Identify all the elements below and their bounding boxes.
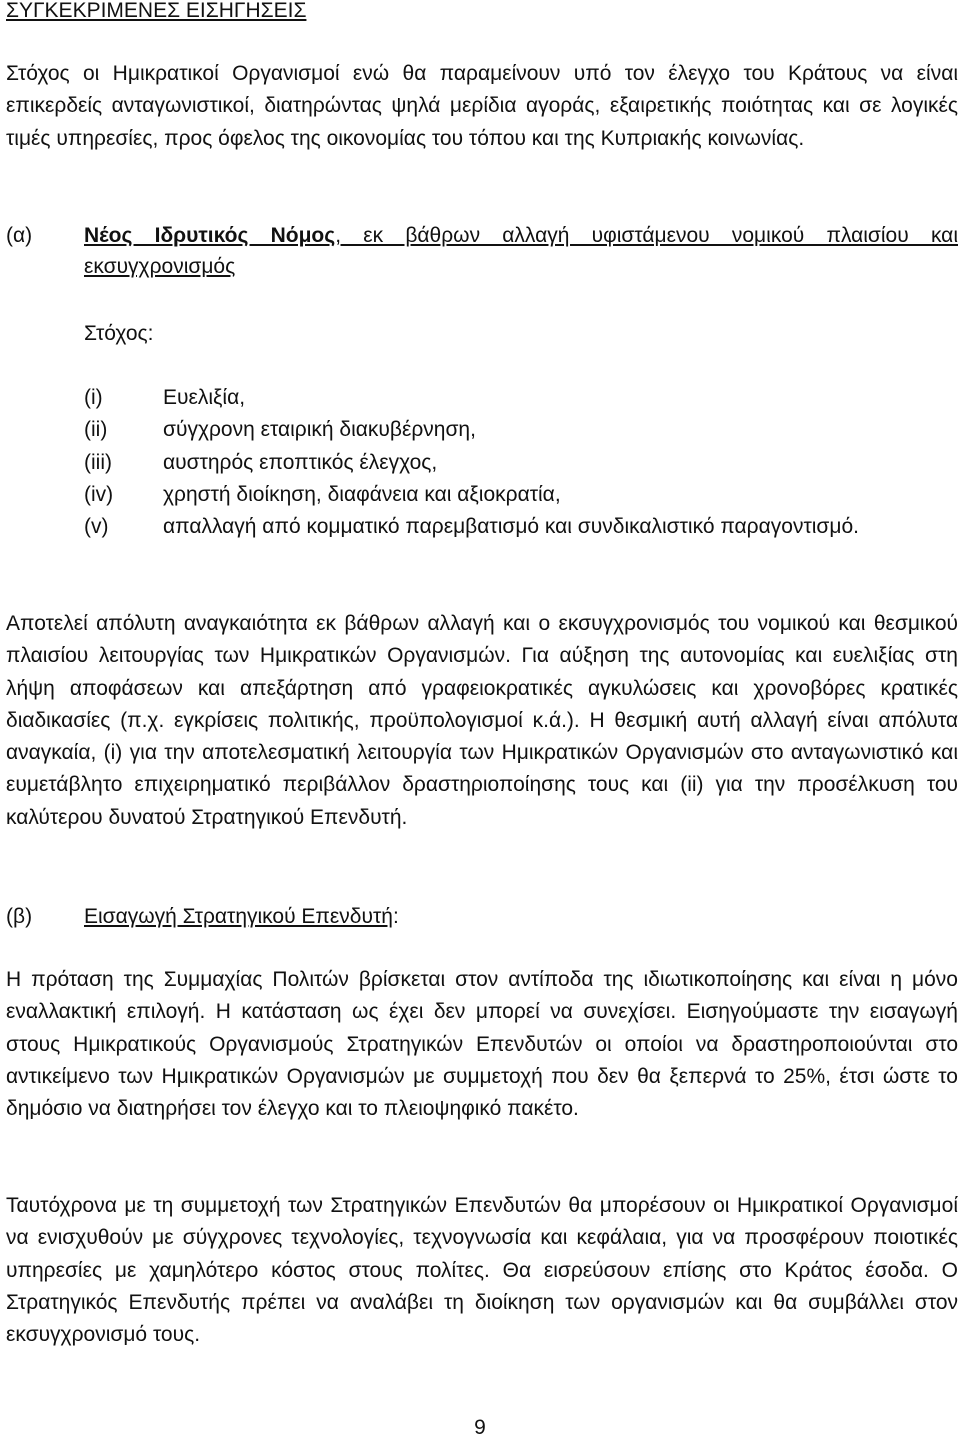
section-b-label: (β) xyxy=(6,905,33,928)
list-item: Ευελιξία, xyxy=(163,386,246,409)
section-heading: ΣΥΓΚΕΚΡΙΜΕΝΕΣ ΕΙΣΗΓΗΣΕΙΣ xyxy=(6,0,307,22)
list-item: σύγχρονη εταιρική διακυβέρνηση, xyxy=(163,418,476,441)
goal-label: Στόχος: xyxy=(84,322,154,345)
item-number: (iv) xyxy=(84,483,114,506)
section-b-paragraph-2: Ταυτόχρονα με τη συμμετοχή των Στρατηγικών Επενδυτών θα μπορέσουν οι Ημικρατικοί Οργανισμοί να ενισχυθούν με σύγχρονες τεχνολογίες, τεχνογνωσία και κεφάλαια, για να προσφέρουν ποιοτικές υπηρεσίες με χαμηλότερο κόστος στους πολίτες. Θα εισρεύσουν επίσης στο Κράτος έσοδα. Ο Στρατηγικός Επενδυτής πρέπει να αναλάβει τη διοίκηση των οργανισμών και θα συμβάλλει στον εκσυγχρονισμό τους. xyxy=(6,1194,958,1347)
section-a-title-bold: Νέος Ιδρυτικός Νόμος xyxy=(84,224,336,247)
section-b-paragraph-1: Η πρόταση της Συμμαχίας Πολιτών βρίσκεται στον αντίποδα της ιδιωτικοποίησης και είναι η μόνο εναλλακτική επιλογή. Η κατάσταση ως έχει δεν μπορεί να συνεχίσει. Εισηγούμαστε την εισαγωγή στους Ημικρατικούς Οργανισμούς Στρατηγικών Επενδυτών οι οποίοι να δραστηροποιούνται στο αντικείμενο των Ημικρατικών Οργανισμών με συμμετοχή που δεν θα ξεπερνά το 25%, έτσι ώστε το δημόσιο να διατηρήσει τον έλεγχο και το πλειοψηφικό πακέτο. xyxy=(6,968,958,1121)
section-b-title-text: Εισαγωγή Στρατηγικού Επενδυτή xyxy=(84,905,393,928)
item-number: (v) xyxy=(84,515,109,538)
section-b-title xyxy=(84,901,958,932)
page-number: 9 xyxy=(474,1416,486,1439)
section-b-title-colon: : xyxy=(392,905,399,928)
intro-paragraph: Στόχος οι Ημικρατικοί Οργανισμοί ενώ θα παραμείνουν υπό τον έλεγχο του Κράτους να είναι επικερδείς ανταγωνιστικοί, διατηρώντας ψηλά μερίδια αγοράς, εξαιρετικής ποιότητας και σε λογικές τιμές υπηρεσίες, προς όφελος της οικονομίας του τόπου και της Κυπριακής κοινωνίας. xyxy=(6,62,958,150)
section-a-label: (α) xyxy=(6,224,33,247)
item-number: (iii) xyxy=(84,451,112,474)
list-item: απαλλαγή από κομματικό παρεμβατισμό και συνδικαλιστικό παραγοντισμό. xyxy=(163,515,859,538)
item-number: (ii) xyxy=(84,418,108,441)
section-a-paragraph: Αποτελεί απόλυτη αναγκαιότητα εκ βάθρων αλλαγή και ο εκσυγχρονισμός του νομικού και θεσμικού πλαισίου λειτουργίας των Ημικρατικών Οργανισμών. Για αύξηση της αυτονομίας και ευελιξίας στη λήψη αποφάσεων και απεξάρτηση από γραφειοκρατικές αγκυλώσεις και χρονοβόρες κρατικές διαδικασίες (π.χ. εγκρίσεις πολιτικής, προϋπολογισμοί κ.ά.). Η θεσμική αυτή αλλαγή είναι απόλυτα αναγκαία, (i) για την αποτελεσματική λειτουργία των Ημικρατικών Οργανισμών στο ανταγωνιστικό και ευμετάβλητο επιχειρηματικό περιβάλλον δραστηριοποίησης τους και (ii) για την προσέλκυση του καλύτερου δυνατού Στρατηγικού Επενδυτή. xyxy=(6,612,958,829)
item-number: (i) xyxy=(84,386,103,409)
list-item: χρηστή διοίκηση, διαφάνεια και αξιοκρατία, xyxy=(163,483,561,506)
list-item: αυστηρός εποπτικός έλεγχος, xyxy=(163,451,438,474)
section-a-title xyxy=(84,220,958,282)
section-a-title-rest: , εκ βάθρων αλλαγή υφιστάμενου νομικού πλαισίου και εκσυγχρονισμός xyxy=(84,224,958,278)
